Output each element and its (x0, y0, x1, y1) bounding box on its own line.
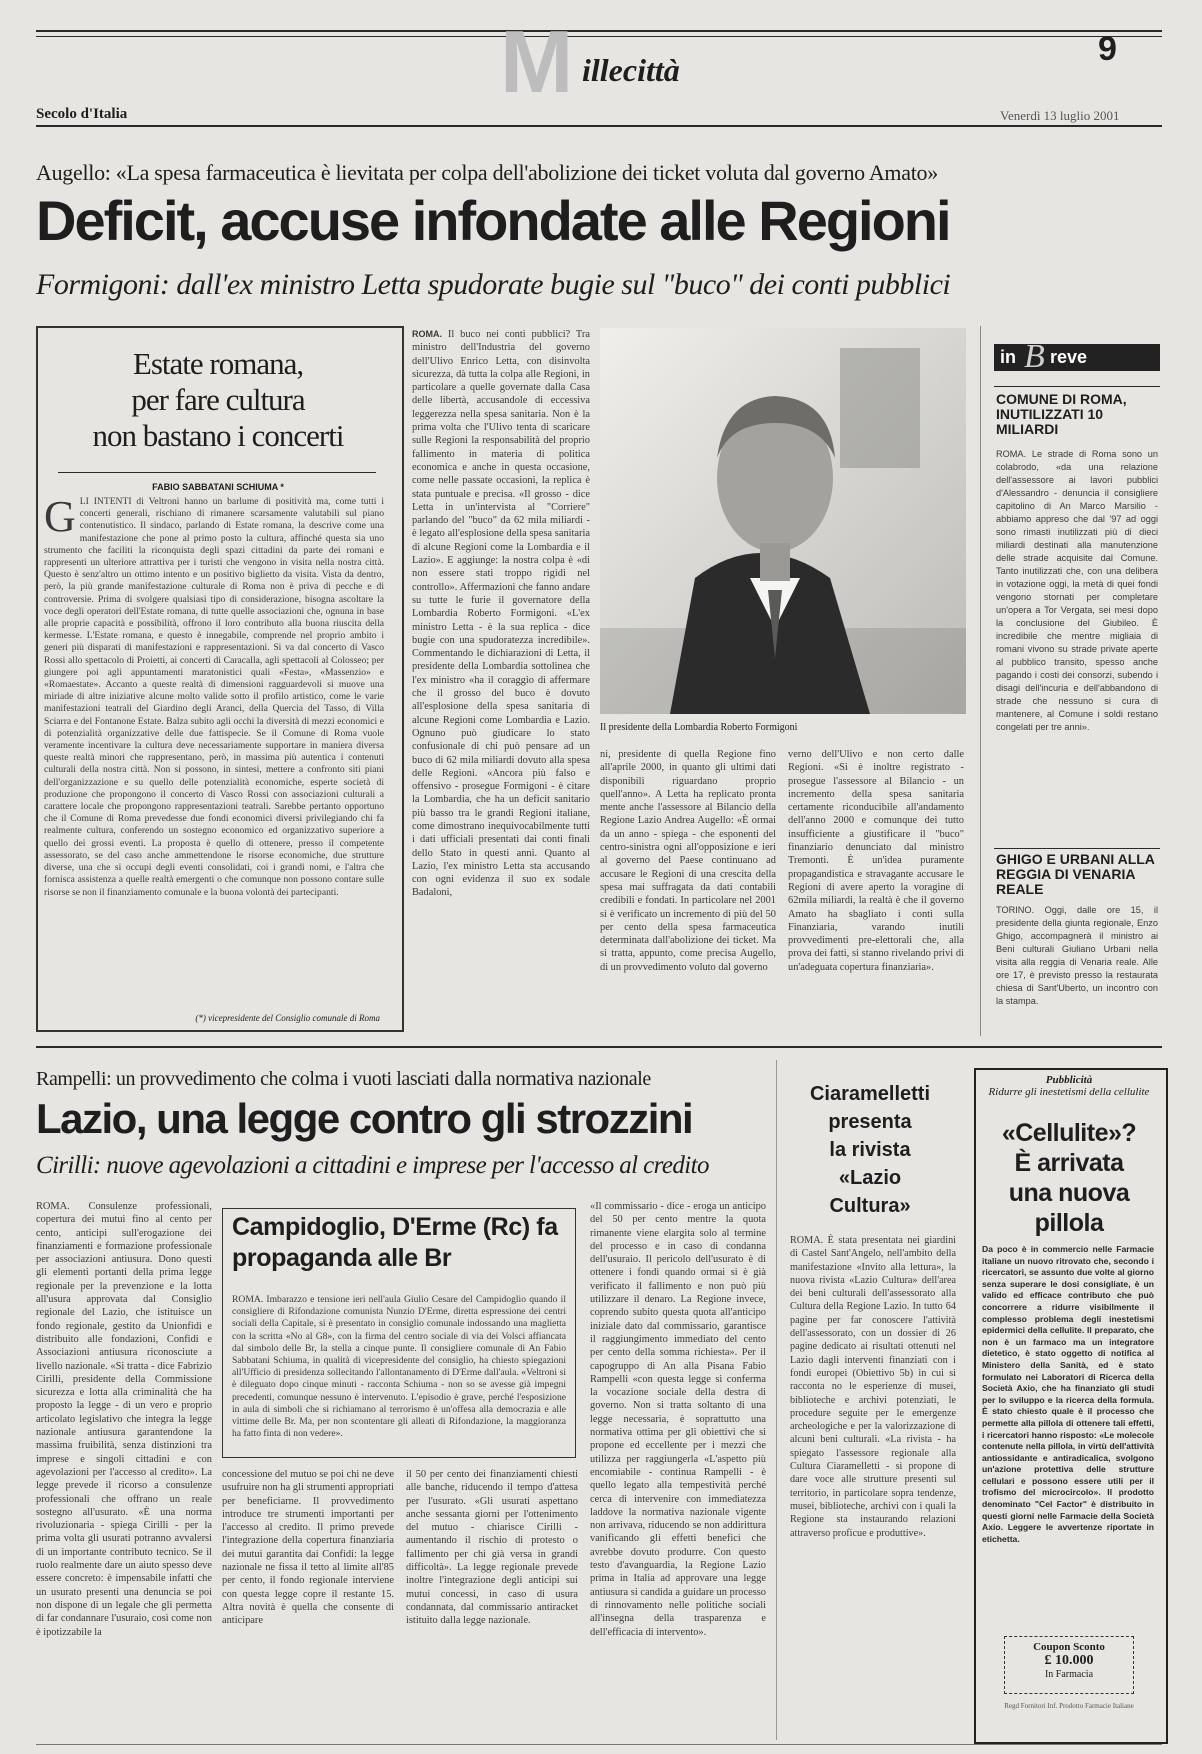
estate-headline-line: non bastano i concerti (92, 418, 344, 453)
inbreve-rule-1 (994, 386, 1160, 387)
ad-headline (976, 1118, 1162, 1238)
ciaramelletti-headline-line: la rivista (829, 1139, 911, 1161)
ad-body: Da poco è in commercio nelle Farmacie italiane un nuovo ritrovato che, secondo i ricercatori, se assunto due volte al giorno senza superare le dosi consigliate, è un valido ed efficace contributo che può concorrere a ridurre visibilmente il complesso problema degli inestetismi epidermici della cellulite. Il preparato, che non è un farmaco ma un integratore dietetico, è stato oggetto di notifica al Ministero della Sanità, ed è stato formulato nei Laboratori di Ricerca della Società Axio, che ha finanziato gli studi per lo sviluppo e la ricerca della formula. È stato chiesto quale è il processo che permette alla pillola di ottenere tali effetti, i ricercatori hanno risposto: «Le molecole contenute nella pillola, in virtù dell'attività antiossidante e antiradicalica, svolgono un'azione protettiva delle strutture cellulari e possono essere utili per il trofismo del microcircolo». Il prodotto denominato "Cel Factor" è distribuito in questi giorni nelle Farmacie della Società Axio. Leggere le avvertenze riportate in etichetta. (982, 1244, 1154, 1544)
ad-headline-line: «Cellulite»? (1001, 1119, 1137, 1147)
issue-date: Venerdì 13 luglio 2001 (1000, 108, 1120, 123)
ciaramelletti-headline-line: Ciaramelletti (809, 1083, 931, 1105)
inbreve-item1-body: ROMA. Le strade di Roma sono un colabrodo, «da una relazione dell'assessore ai lavori pubblici d'Alessandro - denuncia il consigliere capitolino di An Marco Marsilio - abbiamo appreso che dal '97 ad oggi sono rimasti inutilizzati più di dieci miliardi destinati alla manutenzione delle strade acquisite dal Comune. Tanto inutilizzati che, con una delibera in votazione oggi, la metà di quei fondi vengono stornati per completare un'opera a Tor Vergata, sei mesi dopo la conclusione del Giubileo. È incredibile che mentre migliaia di romani vivono su strade private aperte al pubblico transito, spesso anche pagando i costi dei consorzi, subendo i disagi dell'incuria e dell'abbandono di strade che nessuno si cura di mantenere, al Comune i soldi restano congelati per tre anni». (996, 449, 1158, 732)
top-rule (36, 30, 1162, 32)
lazio-headline: Lazio, una legge contro gli strozzini (36, 1095, 693, 1142)
portrait-illustration (600, 328, 966, 714)
ad-headline-line: È arrivata (1014, 1149, 1124, 1177)
lazio-column-2: concessione del mutuo se poi chi ne deve usufruire non ha gli strumenti appropriati per beneficiarne. Il provvedimento introduce tre strumenti importanti per l'accesso al credito. Il primo prevede l'integrazione della copertura finanziaria dei mutui garantita dai Confidi: la legge nazionale ne fissa il tetto al limite all'85 per cento, il fondo regionale interviene con questa legge copre il restante 15. Altra novità è quella che consente di anticipare (222, 1469, 394, 1627)
estate-text: LI INTENTI di Veltroni hanno un barlume di positività ma, come tutti i concerti generali, rischiano di rimanere scarsamente valutabili sul piano contenutistico. Il sindaco, parlando di Estate romana, la descrive come una manifestazione che pone al primo posto la cultura, affinché questa sia uno strumento che faciliti la riconquista degli spazi cittadini da parte dei romani e rappresenti un ulteriore attrattiva per i turisti che vengono in visita nella nostra città. Questo è senz'altro un ottimo intento e un positivo biglietto da visita. Vista da dentro, però, la più grande manifestazione culturale di Roma non è priva di pecche e di controversie. Prima di svolgere qualsiasi tipo di considerazione, bisogna ascoltare la voce degli operatori dell'Estate romana, di tutte quelle associazioni che, ognuna in base alle proprie capacità e possibilità, offrono il loro contributo alla buona riuscita della kermesse. L'Estate romana, e questo è innegabile, comprende nel proprio ambito i generi più disparati di manifestazioni e rappresentazioni. Si va dal concerto di Vasco Rossi allo spettacolo di Proietti, ai concerti di Caracalla, agli spettacoli al Colosseo; per giungere poi agli appuntamenti maratonistici quali «Festa», «Massenzio» e «Romaestate». Accanto a queste realtà di dimensioni ragguardevoli si muove una miriade di altre iniziative alcune molto valide sotto il profilo artistico, come le varie manifestazioni teatrali del Giardino degli Aranci, della Quercia del Tasso, di Villa Sciarra e del Fontanone Estate. Balza subito agli occhi la diversità di mezzi economici e di potenzialità organizzative delle due fattispecie. Se il Comune di Roma vuole veramente incentivare la cultura deve necessariamente supportare in maniera diversa queste realtà minori che rappresentano, però, in massima più autentica i contenuti culturali della nostra città. Non si possono, in sintesi, mettere a confronto siti piani dell'organizzazione e su quello delle potenzialità economiche, esperte società di produzione che propongono il concerto di Vasco Rossi con associazioni culturali a carattere locale che propongono rappresentazioni teatrali. Sarebbe pertanto opportuno che il Comune di Roma prevedesse due fondi economici diversi privilegiando chi fa realmente cultura, conferendo un sostegno economico ed organizzativo superiore a quello dei grossi eventi. La proposta è quello di ottenere, presso il competente assessorato, se del caso anche ammettendone le risorse economiche, due strutture diverse, una che si occupi degli eventi consolidati, coi i grandi nomi, e l'altra che fornisca assistenza a quelle realtà emergenti o che comunque non possono contare sulle risorse se non il finanziamento comunale e la buona volontà dei partecipanti. (44, 496, 384, 898)
estate-headline (40, 346, 396, 454)
ad-headline-line: pillola (1034, 1209, 1104, 1237)
lead-column-2: ni, presidente di quella Regione fino all'aprile 2000, in quanto gli ultimi dati disponibili riguardano proprio quell'anno». A Letta ha replicato pronta mente anche l'assessore al Bilancio della Regione Lazio Andrea Augello: «È ormai da un anno - spiega - che esponenti del centro-sinistra ogni all'opposizione e ieri al governo del Paese continuano ad accusare le Regioni di una crescita della spesa mai suffragata da dati contabili credibili e fondati. In particolare nel 2001 si è verificato un incremento di più del 50 per cento della spesa farmaceutica determinata dall'abolizione dei ticket. Ma si tratta, appunto, come precisa Augello, di un provvedimento voluto dal governo (600, 749, 776, 973)
inbreve-rule-2 (994, 848, 1160, 849)
lazio-column-4: il 50 per cento dei finanziamenti chiesti alle banche, riducendo il tempo d'attesa per l'usurato. «Gli usurati aspettano anche sessanta giorni per l'ottenimento del mutuo - chiarisce Cirilli - aumentando il rischio di protesto o fallimento per chi già versa in grandi difficoltà». La legge regionale prevede inoltre l'integrazione degli anticipi sui mutui concessi, in caso di usura condannata, dal commissario antiracket istituito dalla legge nazionale. (406, 1469, 578, 1627)
estate-headline-line: per fare cultura (131, 382, 305, 417)
lead-text-1: Il buco nei conti pubblici? Tra ministro dell'Industria del governo dell'Ulivo Enrico Letta, con disinvolta sicurezza, dà tutta la colpa alle Regioni, in particolare a quelle governate dalla Casa delle libertà, accusandole di eccessiva leggerezza nella spesa sanitaria. Non è la prima volta che l'Ulivo tenta di scaricare sulle Regioni la responsabilità del proprio fallimento in materia di politica economica e anche in questa occasione, come nelle passate occasioni, la replica è stata puntuale e precisa. «Il grosso - dice Letta in un'intervista al "Corriere" parlando del "buco" da 62 mila miliardi - è legato all'esplosione della spesa sanitaria di alcune Regioni come la Lombardia e il Lazio». E aggiunge: la nostra colpa è «di non essere stati troppo rigidi nel controllo». Affermazioni che fanno andare su tutte le furie il governatore della Lombardia Roberto Formigoni. «L'ex ministro Letta - è la sua replica - dice bugie con una spudoratezza incredibile». Commentando le dichiarazioni di Letta, il presidente della Lombardia sottolinea che l'ex ministro «ha il coraggio di affermare che il grosso del buco è dovuto all'esplosione della spesa sanitaria di alcune Regioni come Lombardia e Lazio. Ognuno può giudicare lo stato confusionale di chi può pensare ad un buco di 62 mila miliardi dovuto alla spesa delle Regioni. «Ancora più falso e offensivo - prosegue Formigoni - è citare la Lombardia, che ha un deficit sanitario più basso tra le grandi Regioni italiane, come dimostrano inequivocabilmente tutti i dati ufficiali presentati dai conti finali dello Stato in questi anni. Quanto al Lazio, l'ex ministro Letta sta accusando con ogni evidenza il suo ex sodale Badaloni, (412, 329, 590, 899)
inbreve-item1-title: COMUNE DI ROMA, INUTILIZZATI 10 MILIARDI (996, 391, 1127, 437)
lead-column-3: verno dell'Ulivo e non certo dalle Regioni. «Si è inoltre registrato - prosegue l'assessore al Bilancio - un incremento della spesa sanitaria certamente riconducibile all'andamento dell'anno 2000 e comunque dei tutto insufficiente a giustificare il "buco" finanziario denunciato dal ministro Tremonti. È un'idea puramente propagandistica e stravagante accusare le Regioni di avere aperto la voragine di 62mila miliardi, la realtà è che il governo Amato ha sbagliato i conti sulla Finanziaria, varando inutili provvedimenti pre-elettorali che, alla prova dei fatti, si stanno rivelando privi di un'adeguata copertura finanziaria». (788, 749, 964, 973)
estate-body (44, 496, 384, 1000)
inbreve-item2-title: GHIGO E URBANI ALLA REGGIA DI VENARIA REALE (996, 851, 1155, 897)
ad-headline-line: una nuova (1008, 1179, 1130, 1207)
masthead-rule (36, 125, 1162, 127)
ad-label: Pubblicità (1045, 1074, 1093, 1086)
lazio-subheadline: Cirilli: nuove agevolazioni a cittadini e imprese per l'accesso al credito (36, 1152, 709, 1179)
newspaper-name: Secolo d'Italia (36, 106, 128, 122)
coupon[interactable] (1004, 1636, 1134, 1694)
estate-footnote: (*) vicepresidente del Consiglio comunale di Roma (195, 1013, 380, 1023)
campidoglio-headline: Campidoglio, D'Erme (Rc) fa propaganda alle Br (232, 1213, 558, 1272)
lead-headline: Deficit, accuse infondate alle Regioni (36, 189, 950, 252)
ad-footer: Regd Fornitori Inf. Prodotto Farmacie Italiane (1004, 1702, 1134, 1710)
estate-byline: FABIO SABBATANI SCHIUMA * (152, 482, 284, 492)
lazio-kicker: Rampelli: un provvedimento che colma i vuoti lasciati dalla normativa nazionale (36, 1068, 651, 1090)
page-number: 9 (1098, 30, 1117, 68)
estate-headline-line: Estate romana, (132, 346, 304, 381)
lazio-column-3: «Il commissario - dice - eroga un anticipo del 50 per cento mentre la quota rimanente viene elargita solo al termine del processo e in caso di condanna dell'usuraio. Il pericolo dell'usurato è di ottenere i fondi quando ormai si è già verificato il fallimento e non può più utilizzare il denaro. La Regione invece, coprendo subito questa quota all'anticipo iniziale dato dal commissario, garantisce il raggiungimento immediato del cento per cento della somma richiesta». Per il capogruppo di An alla Pisana Fabio Rampelli «con questa legge si conferma la vocazione sociale della destra di governo. Non si tratta soltanto di una legge necessaria, è soprattutto una normativa ottima per gli obiettivi che si propone ed eccellente per i mezzi che utilizza per raggiungerla «L'aspetto più encomiabile - continua Rampelli - è quello legato alla tempestività perché cerca di intervenire con immediatezza laddove la normativa nazionale vigente non arrivava, riducendo se non addirittura vanificando gli effetti benefici che avrebbe dovuto produrre. Con questo testo d'avanguardia, la Regione Lazio prima in Italia ad approvare una legge antiusura si candida a guidare un processo di rinnovamento nelle politiche sociali all'insegna della trasparenza e dell'efficacia di intervento». (590, 1201, 766, 1638)
inbreve-logo (994, 338, 1160, 375)
lead-subheadline: Formigoni: dall'ex ministro Letta spudorate bugie sul "buco" dei conti pubblici (36, 268, 951, 301)
inbreve-in: in (1000, 347, 1016, 367)
lead-column-1 (412, 328, 590, 1028)
coupon-value: £ 10.000 (1044, 1653, 1094, 1668)
middle-rule (36, 1046, 1162, 1048)
ciaramelletti-headline-line: Cultura» (829, 1195, 911, 1217)
bottom-rule (36, 1744, 1162, 1745)
inbreve-b: B (1024, 338, 1045, 375)
lazio-column-1: ROMA. Consulenze professionali, copertura dei mutui fino al cento per cento, anticipi sull'erogazione dei finanziamenti e formazione professionale per associazioni antiusura. Dono questi gli elementi portanti della prima legge regionale per la prevenzione e la lotta all'usura approvata dal Consiglio regionale del Lazio, che istituisce un fondo regionale, gestito da Unionfidi e distribuito alle fondazioni, Confidi e Associazioni antiusura riconosciute a livello nazionale. «Si tratta - dice Fabrizio Cirilli, presidente della Commissione sicurezza e lotta alla criminalità che ha proposto la legge - di un vero e proprio articolato legislativo che integra la legge nazionale antiusura garantendone la massima fruibilità, senza distinzioni tra imprese e singoli cittadini e con agevolazioni per l'accesso al credito». La legge prevede il ricorso a consulenze professionali che offrano un reale sostegno all'usurato. «È una norma rivoluzionaria - spiega Cirilli - per la prima volta gli usurati potranno avvalersi di un importante contributo tecnico. Se il ruolo realmente dare un aiuto spesso deve essere concreto: è impensabile infatti che un usurato presenti una denuncia se poi non dispone di un legale che gli permetta di far condannare l'usuraio, così come non è ipotizzabile la (36, 1201, 212, 1638)
ciaramelletti-headline (784, 1080, 956, 1220)
coupon-sub: In Farmacia (1044, 1669, 1094, 1680)
photo-caption: Il presidente della Lombardia Roberto Formigoni (600, 722, 798, 733)
dropcap: G (44, 496, 76, 541)
ciaramelletti-divider (776, 1060, 777, 1740)
coupon-title: Coupon Sconto (1033, 1641, 1105, 1653)
byline-rule (58, 472, 376, 473)
ciaramelletti-headline-line: presenta (828, 1111, 912, 1133)
ciaramelletti-body: ROMA. È stata presentata nei giardini di Castel Sant'Angelo, nell'ambito della manifestazione «Invito alla lettura», la nuova rivista «Lazio Cultura» dell'area dei beni culturali dell'assessorato alla Cultura della Regione Lazio. In tutto 64 pagine per far conoscere l'attività dell'assessorato, con un dossier di 26 pagine dedicato ai risultati ottenuti nel Lazio dagli interventi finanziati con i fondi europei (Obiettivo 5b) in cui si racconta no le esperienze di musei, biblioteche e archivi potenziati, le procedure seguite per le emergenze archeologiche e per la valorizzazione di alcuni beni culturali. «La rivista - ha spiegato l'assessore regionale alla Cultura Ciaramelletti - si propone di dare voce alle strutture presenti sul territorio, in particolare sopra tendenze, musei, biblioteche, archivi con i quali la Regione sta instaurando relazioni attraverso proficue e produttive». (790, 1235, 956, 1539)
top-rule-thin (36, 36, 1162, 37)
ad-tagline: Ridurre gli inestetismi della cellulite (988, 1086, 1150, 1098)
ciaramelletti-headline-line: «Lazio (838, 1167, 902, 1189)
inbreve-rest: reve (1050, 347, 1088, 367)
section-initial: M (500, 12, 574, 111)
lead-kicker: Augello: «La spesa farmaceutica è lievitata per colpa dell'abolizione dei ticket voluta dal governo Amato» (36, 160, 938, 185)
inbreve-item2-body: TORINO. Oggi, dalle ore 15, il presidente della giunta regionale, Enzo Ghigo, accompagnerà il ministro ai Beni culturali Giuliano Urbani nella visita alla reggia di Venaria reale. Alle ore 17, è previsto presso la restaurata chiesa di Sant'Uberto, un incontro con la stampa. (996, 905, 1158, 1006)
section-title: illecittà (582, 52, 680, 88)
sidebar-divider (980, 326, 981, 1036)
formigoni-photo (600, 328, 966, 714)
dateline: ROMA. (412, 329, 442, 339)
campidoglio-body: ROMA. Imbarazzo e tensione ieri nell'aula Giulio Cesare del Campidoglio quando il consigliere di Rifondazione comunista Nunzio D'Erme, diretta espressione dei centri sociali della Capitale, si è presentato in consiglio comunale indossando una maglietta con la scritta «No al G8», con la firma del centro sociale di via dei Volsci affiancata dal simbolo delle Br, la stella a cinque punte. Il consigliere comunale di An Fabio Sabbatani Schiuma, in qualità di vicepresidente del consiglio, ha chiesto spiegazioni all'Ufficio di presidenza sollecitando l'allontanamento di D'Erme dall'aula. «Veltroni si è dileguato dopo cinque minuti - racconta Schiuma - non so se avesse già impegni precedenti, comunque nessuno è intervenuto. L'episodio è grave, perché l'esposizione in aula di simboli che si richiamano al terrorismo è un'offesa alla democrazia e alle vittime delle Br. Ma, per non scontentare gli alleati di Rifondazione, la maggioranza ha fatto finta di non vedere». (232, 1294, 566, 1440)
